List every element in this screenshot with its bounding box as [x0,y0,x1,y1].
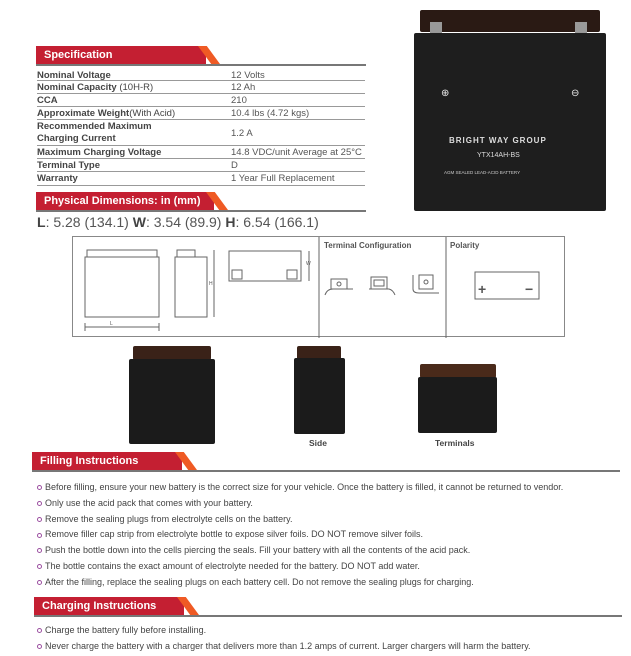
terminal-configuration-label: Terminal Configuration [324,241,412,250]
polarity-label: Polarity [450,241,480,250]
spec-row: Nominal Voltage 12 Volts [37,70,365,81]
list-item: The bottle contains the exact amount of electrolyte needed for the battery. DO NOT add water. [37,559,563,575]
negative-terminal-icon: − [525,281,534,297]
list-item: Before filling, ensure your new battery is the correct size for your vehicle. Once the battery is filled, it cannot be returned to vendor. [37,480,563,496]
positive-terminal-icon: + [478,281,487,297]
filling-instructions-header [32,452,232,470]
list-item: Charge the battery fully before installing. [37,623,531,639]
spec-row: Recommended Maximum Charging Current 1.2 A [37,121,365,146]
section-title: Specification [44,49,113,61]
dimensions-readout: L: 5.28 (134.1) W: 3.54 (89.9) H: 6.54 (166.1) [37,214,319,230]
side-caption: Side [309,438,327,448]
list-item: Remove the sealing plugs from electrolyte cells on the battery. [37,512,563,528]
charging-list [37,623,531,655]
spec-row: Warranty 1 Year Full Replacement [37,173,365,186]
list-item: Remove filler cap strip from electrolyte bottle to expose silver foils. DO NOT remove silver foils. [37,527,563,543]
filling-list [37,480,563,591]
battery-type-label: AGM SEALED LEAD-ACID BATTERY [444,170,521,175]
section-title: Physical Dimensions: in (mm) [44,195,201,207]
section-title: Filling Instructions [40,455,139,467]
list-item: Only use the acid pack that comes with your battery. [37,496,563,512]
height-label: H [209,281,213,287]
battery-outline-drawings [73,237,566,338]
spec-row: Maximum Charging Voltage 14.8 VDC/unit Average at 25°C [37,147,365,159]
section-title: Charging Instructions [42,600,157,612]
spec-row: Approximate Weight(With Acid) 10.4 lbs (4.72 kgs) [37,108,365,120]
dimension-diagram [72,236,565,337]
positive-symbol-icon: ⊕ [441,88,450,99]
model-label: YTX14AH-BS [477,152,520,159]
brand-label: BRIGHT WAY GROUP [449,136,547,145]
list-item: Never charge the battery with a charger that delivers more than 1.2 amps of current. Larger chargers will harm the battery. [37,639,531,655]
list-item: After the filling, replace the sealing plugs on each battery cell. Do not remove the sealing plugs for charging. [37,575,563,591]
specification-header [36,46,236,64]
spec-row: CCA 210 [37,95,365,107]
terminals-caption: Terminals [435,438,475,448]
physical-dimensions-header [36,192,236,210]
negative-symbol-icon: ⊖ [571,88,580,99]
spec-row: Nominal Capacity (10H-R) 12 Ah [37,82,365,94]
spec-row: Terminal Type D [37,160,365,172]
list-item: Push the bottle down into the cells piercing the seals. Fill your battery with all the contents of the acid pack. [37,543,563,559]
charging-instructions-header [34,597,234,615]
width-label: W [306,261,311,267]
length-label: L [110,321,113,327]
